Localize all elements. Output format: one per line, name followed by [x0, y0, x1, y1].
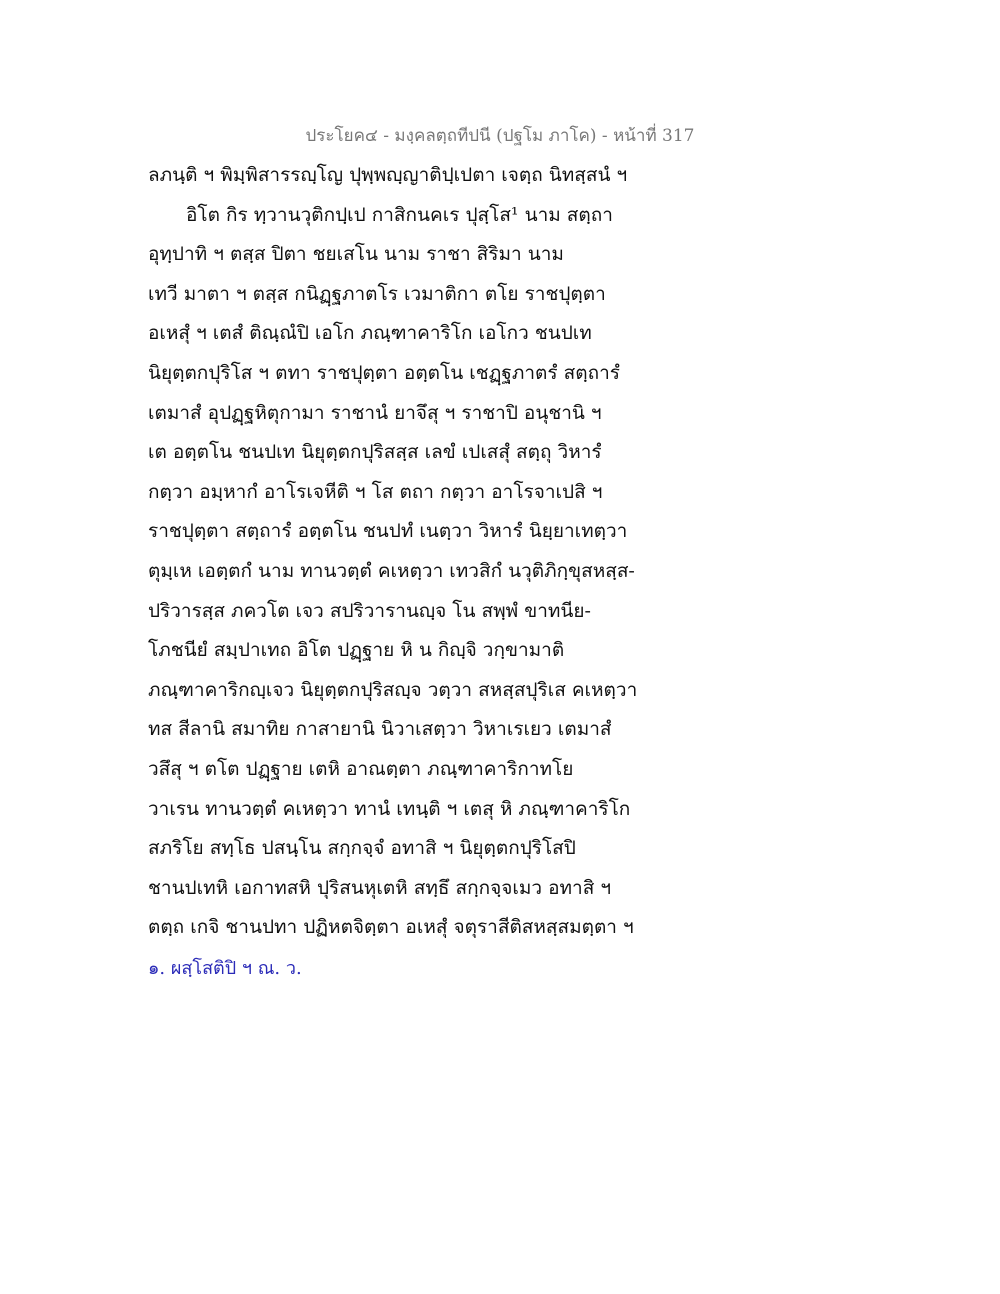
text-line: โภชนียํ สมฺปาเทถ อิโต ปฏฺฐาย หิ น กิญฺจิ วกฺขามาติ [148, 639, 565, 662]
text-line: สภริโย สทฺโธ ปสนฺโน สกฺกจฺจํ อทาสิ ฯ นิยุตฺตกปุริโสปิ [148, 837, 576, 860]
text-line: วาเรน ทานวตฺตํ คเหตฺวา ทานํ เทนฺติ ฯ เตสุ หิ ภณฺฑาคาริโก [148, 797, 631, 820]
page-header: ประโยค๔ - มงฺคลตฺถทีปนี (ปฐโม ภาโค) - หน้าที่ 317 [305, 126, 695, 146]
text-line: อเหสุํ ฯ เตสํ ติณฺณํปิ เอโก ภณฺฑาคาริโก เอโกว ชนปเท [148, 322, 592, 345]
text-line: ทส สีลานิ สมาทิย กาสายานิ นิวาเสตฺวา วิหาเรเยว เตมาสํ [148, 718, 612, 741]
text-line: ชานปเทหิ เอกาทสหิ ปุริสนหุเตหิ สทฺธึ สกฺกจฺจเมว อทาสิ ฯ [148, 876, 611, 899]
text-line: อิโต กิร ทฺวานวุติกปฺเป กาสิกนคเร ปุสฺโส¹ นาม สตฺถา [186, 203, 613, 226]
text-line: วสึสุ ฯ ตโต ปฏฺฐาย เตหิ อาณตฺตา ภณฺฑาคาริกาทโย [148, 757, 574, 780]
text-line: เต อตฺตโน ชนปเท นิยุตฺตกปุริสสฺส เลขํ เปเสสุํ สตฺถุ วิหารํ [148, 441, 602, 464]
footnote: ๑. ผสฺโสติปิ ฯ ณ. ว. [148, 958, 302, 979]
text-line: ภณฺฑาคาริกญฺเจว นิยุตฺตกปุริสญฺจ วตฺวา สหสฺสปุริเส คเหตฺวา [148, 678, 638, 701]
text-line: อุทฺปาทิ ฯ ตสฺส ปิตา ชยเสโน นาม ราชา สิริมา นาม [148, 243, 564, 266]
text-line: นิยุตฺตกปุริโส ฯ ตทา ราชปุตฺตา อตฺตโน เชฏฺฐภาตรํ สตฺถารํ [148, 361, 620, 384]
text-line: ปริวารสฺส ภควโต เจว สปริวารานญฺจ โน สพฺพํ ขาทนีย- [148, 599, 591, 622]
text-line: ลภนฺติ ฯ พิมฺพิสารรญฺโญ ปุพฺพญฺญาติปฺเปตา เจตฺถ นิทสฺสนํ ฯ [148, 164, 628, 186]
body-text [148, 156, 668, 948]
text-line: ราชปุตฺตา สตฺถารํ อตฺตโน ชนปทํ เนตฺวา วิหารํ นิยฺยาเทตฺวา [148, 520, 628, 543]
text-line: ตุมฺเห เอตฺตกํ นาม ทานวตฺตํ คเหตฺวา เทวสิกํ นวุติภิกฺขุสหสฺส- [148, 559, 635, 582]
text-line: เตมาสํ อุปฏฺฐหิตุกามา ราชานํ ยาจึสุ ฯ ราชาปิ อนุชานิ ฯ [148, 401, 602, 424]
text-line: เทวี มาตา ฯ ตสฺส กนิฏฺฐภาตโร เวมาติกา ตโย ราชปุตฺตา [148, 282, 606, 305]
text-line: กตฺวา อมฺหากํ อาโรเจหีติ ฯ โส ตถา กตฺวา อาโรจาเปสิ ฯ [148, 480, 603, 503]
text-line: ตตฺถ เกจิ ชานปทา ปฏิหตจิตฺตา อเหสุํ จตุราสีติสหสฺสมตฺตา ฯ [148, 916, 634, 939]
